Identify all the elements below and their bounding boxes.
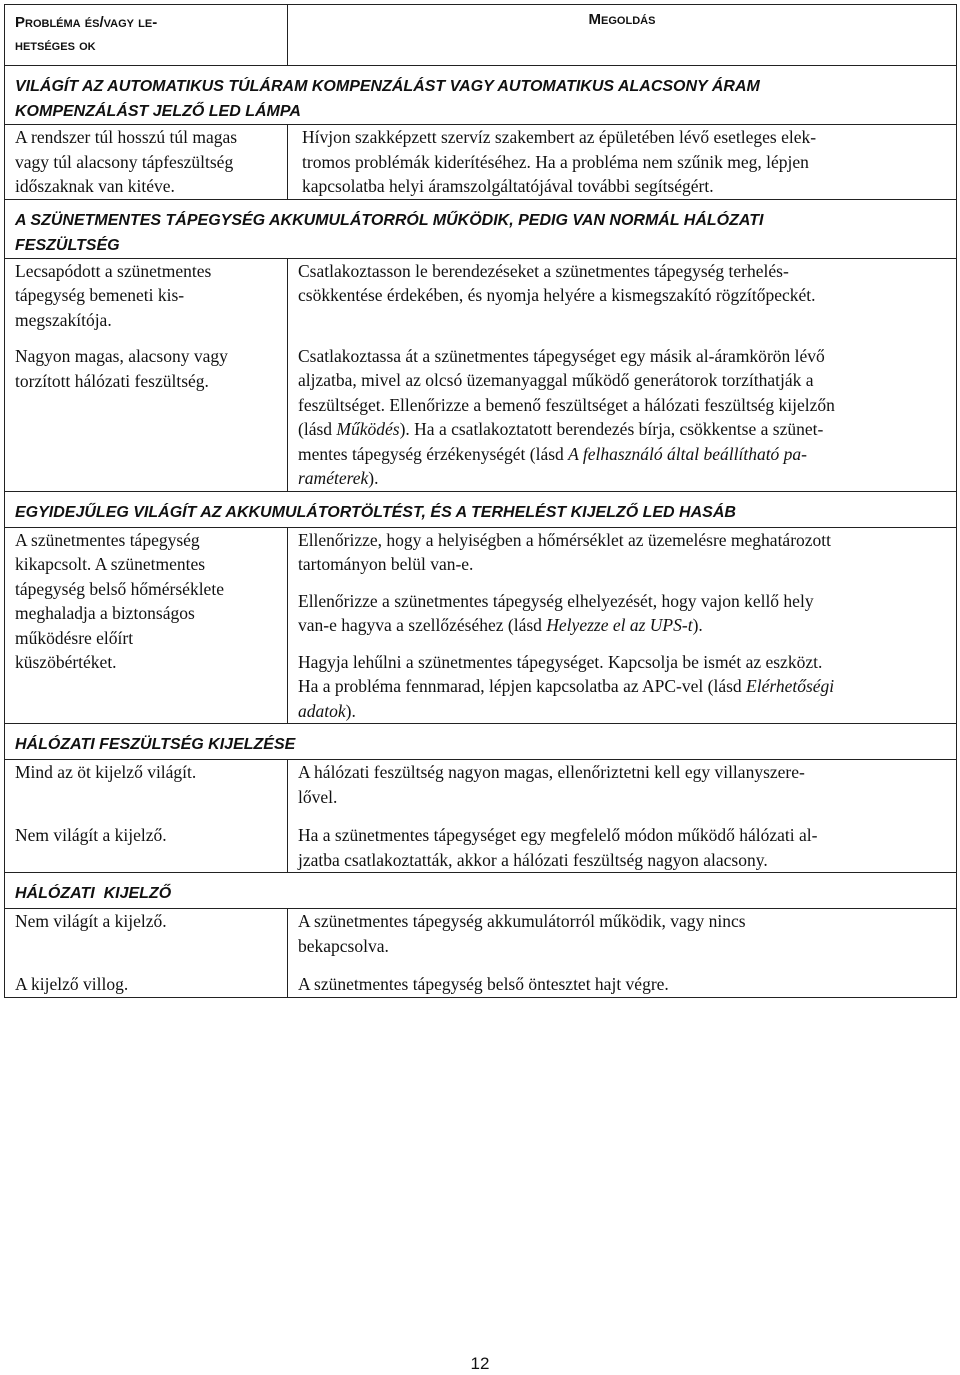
solution-line: A szünetmentes tápegység belső öntesztet hajt végre. [298, 974, 669, 994]
solution-cell [288, 125, 957, 200]
problem-line: tápegység bemeneti kis- [15, 285, 185, 305]
problem-line: időszaknak van kitéve. [15, 176, 175, 196]
problem-line: Nem világít a kijelző. [15, 911, 167, 931]
solution-cell [288, 527, 957, 724]
page-number: 12 [470, 1354, 490, 1373]
problem-header-line2: hetséges ok [15, 37, 96, 54]
solution-line: tromos problémák kiderítéséhez. Ha a probléma nem szűnik meg, lépjen [302, 151, 809, 172]
solution-text: ). Ha a csatlakoztatott berendezés bírja, csökkentse a szünet- [399, 419, 824, 439]
section-title-line1: A SZÜNETMENTES TÁPEGYSÉG AKKUMULÁTORRÓL MŰKÖDIK, PEDIG VAN NORMÁL HÁLÓZATI [15, 211, 764, 229]
solution-line: Hagyja lehűlni a szünetmentes tápegységet. Kapcsolja be ismét az eszközt. [298, 651, 823, 672]
problem-line: Mind az öt kijelző világít. [15, 762, 197, 782]
problem-line: A kijelző villog. [15, 973, 129, 994]
solution-line: tartományon belül van-e. [298, 554, 474, 574]
solution-text: ). [368, 468, 379, 488]
problem-line: megszakítója. [15, 309, 112, 330]
contact-reference: adatok [298, 700, 346, 721]
placement-reference: Helyezze el az UPS-t [546, 615, 693, 635]
problem-column-header [5, 5, 288, 66]
troubleshooting-page [4, 4, 956, 998]
solution-line: lővel. [298, 786, 338, 807]
solution-line: Ha a szünetmentes tápegységet egy megfelelő módon működő hálózati al- [298, 825, 818, 845]
solution-cell [288, 258, 957, 491]
solution-line: bekapcsolva. [298, 935, 389, 956]
problem-line: Lecsapódott a szünetmentes [15, 260, 212, 281]
solution-line: A hálózati feszültség nagyon magas, ellenőriztetni kell egy villanyszere- [298, 762, 805, 782]
problem-line: vagy túl alacsony tápfeszültség [15, 151, 234, 172]
solution-text: mentes tápegység érzékenységét (lásd [298, 443, 569, 464]
user-parameters-reference: A felhasználó által beállítható pa- [568, 443, 808, 464]
solution-line: Ellenőrizze a szünetmentes tápegység elhelyezését, hogy vajon kellő hely [298, 590, 814, 611]
solution-line: Ellenőrizze, hogy a helyiségben a hőmérséklet az üzemelésre meghatározott [298, 529, 832, 550]
problem-cell [5, 258, 288, 491]
solution-text: ). [692, 615, 703, 635]
problem-cell [5, 125, 288, 200]
user-parameters-reference: raméterek [298, 468, 369, 488]
problem-line: Nem világít a kijelző. [15, 824, 167, 845]
troubleshooting-table [4, 4, 957, 998]
problem-line: kikapcsolt. A szünetmentes [15, 554, 206, 574]
solution-column-header [288, 5, 957, 66]
problem-line: működésre előírt [15, 627, 134, 648]
table-row [5, 258, 957, 491]
problem-cell [5, 760, 288, 873]
table-row [5, 909, 957, 998]
solution-text: van-e hagyva a szellőzéséhez (lásd [298, 615, 547, 635]
solution-line: Hívjon szakképzett szervíz szakembert az épületében lévő esetleges elek- [302, 127, 817, 147]
problem-line: meghaladja a biztonságos [15, 603, 195, 623]
section-title-line2: KOMPENZÁLÁST JELZŐ LED LÁMPA [15, 103, 301, 120]
table-row [5, 125, 957, 200]
solution-line: Csatlakoztassa át a szünetmentes tápegységet egy másik al-áramkörön lévő [298, 345, 825, 366]
section-heading-battery-operation [5, 199, 957, 258]
problem-line: A rendszer túl hosszú túl magas [15, 127, 238, 147]
contact-reference: Elérhetőségi [746, 676, 835, 696]
section-title-line1: EGYIDEJŰLEG VILÁGÍT AZ AKKUMULÁTORTÖLTÉST, ÉS A TERHELÉST KIJELZŐ LED HASÁB [15, 503, 736, 521]
section-heading-mains-indicator [5, 873, 957, 909]
section-heading-overcurrent [5, 66, 957, 125]
solution-line: Csatlakoztasson le berendezéseket a szünetmentes tápegység terhelés- [298, 260, 789, 281]
problem-header-line1: Probléma és/vagy le- [15, 14, 158, 31]
solution-cell [288, 760, 957, 873]
section-title-line1: VILÁGÍT AZ AUTOMATIKUS TÚLÁRAM KOMPENZÁLÁST VAGY AUTOMATIKUS ALACSONY ÁRAM [15, 78, 760, 95]
operation-reference: Működés [336, 419, 400, 439]
solution-line: A szünetmentes tápegység akkumulátorról működik, vagy nincs [298, 911, 746, 931]
section-title-line2: FESZÜLTSÉG [15, 236, 120, 254]
solution-line: jzatba csatlakoztatták, akkor a hálózati feszültség nagyon alacsony. [298, 849, 768, 870]
problem-line: küszöbértéket. [15, 652, 117, 672]
table-header-row [5, 5, 957, 66]
solution-text: ). [345, 700, 356, 721]
section-title-line1: HÁLÓZATI KIJELZŐ [15, 885, 172, 902]
problem-cell [5, 527, 288, 724]
problem-line: A szünetmentes tápegység [15, 529, 200, 550]
problem-line: tápegység belső hőmérséklete [15, 578, 224, 599]
section-heading-led-bar [5, 491, 957, 527]
solution-line: kapcsolatba helyi áramszolgáltatójával további segítségért. [302, 176, 714, 196]
solution-line: aljzatba, mivel az olcsó üzemanyaggal működő generátorok torzíthatják a [298, 370, 814, 390]
problem-line: Nagyon magas, alacsony vagy [15, 346, 228, 366]
solution-text: Ha a probléma fennmarad, lépjen kapcsolatba az APC-vel (lásd [298, 676, 747, 696]
table-row [5, 527, 957, 724]
solution-line: csökkentése érdekében, és nyomja helyére a kismegszakító rögzítőpeckét. [298, 285, 816, 305]
solution-text: (lásd [298, 419, 337, 439]
section-title-line1: HÁLÓZATI FESZÜLTSÉG KIJELZÉSE [15, 736, 296, 753]
solution-header-text: Megoldás [588, 11, 656, 28]
section-heading-mains-voltage-display [5, 724, 957, 760]
table-row [5, 760, 957, 873]
solution-cell [288, 909, 957, 998]
problem-cell [5, 909, 288, 998]
solution-line: feszültséget. Ellenőrizze a bemenő feszültséget a hálózati feszültség kijelzőn [298, 394, 835, 415]
problem-line: torzított hálózati feszültség. [15, 370, 209, 391]
